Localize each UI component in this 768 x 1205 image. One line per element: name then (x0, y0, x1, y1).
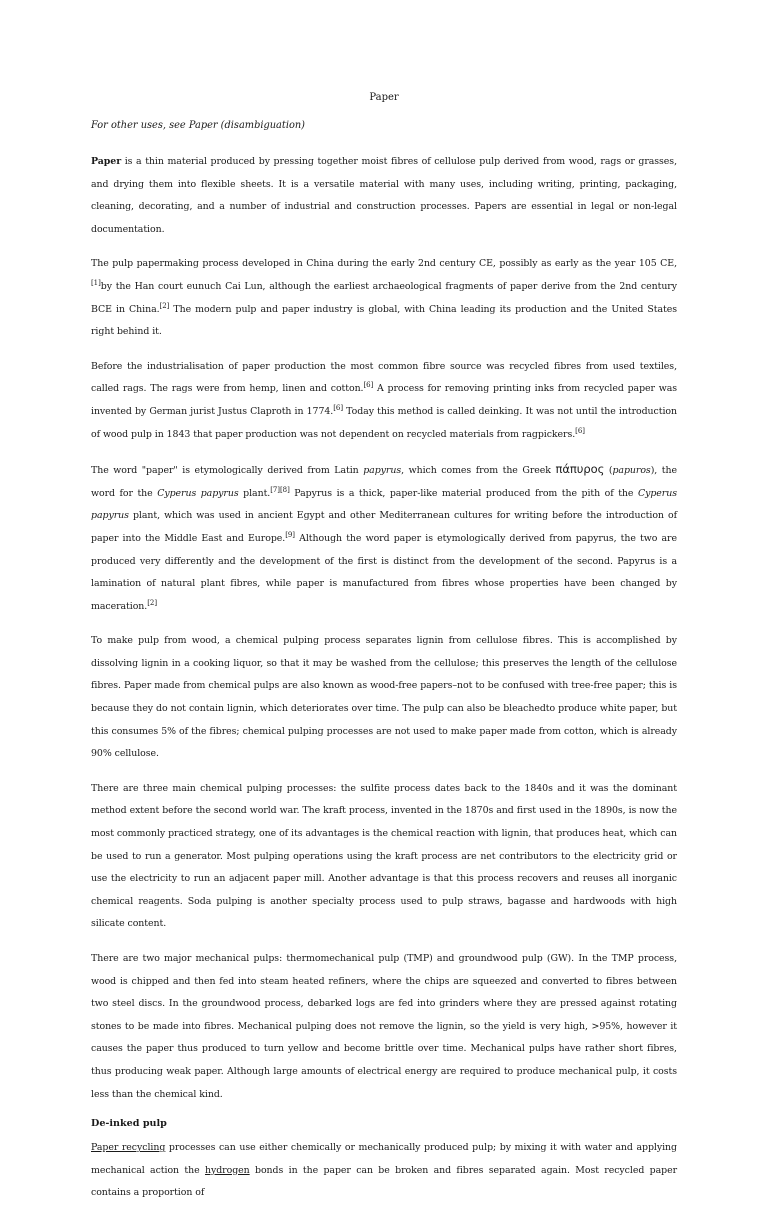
term-paper: Paper (91, 156, 122, 167)
paragraph-history: The pulp papermaking process developed in China during the early 2nd century CE, possibly as early as the year 105 CE,[1]by the Han court eunuch Cai Lun, although the earliest archaeological fragments of paper derive from the 2nd century BCE in China.[2] The modern pulp and paper industry is global, with China leading its production and the United States right behind it. (91, 258, 677, 338)
paragraph-intro: Paper is a thin material produced by pressing together moist fibres of cellulose pulp derived from wood, rags or grasses, and drying them into flexible sheets. It is a versatile material with many uses, including writing, printing, packaging, cleaning, decorating, and a number of industrial and construction processes. Papers are essential in legal or non-legal documentation. (91, 156, 677, 235)
citation[interactable]: [6] (333, 403, 343, 412)
citation[interactable]: [9] (285, 530, 295, 539)
hatnote: For other uses, see Paper (disambiguation) (91, 120, 305, 131)
section-heading-deinked-pulp: De-inked pulp (91, 1118, 167, 1130)
link-paper-recycling[interactable]: Paper recycling (91, 1142, 166, 1154)
citation[interactable]: [7][8] (270, 485, 290, 494)
page-title: Paper (369, 92, 399, 103)
citation[interactable]: [6] (363, 381, 374, 390)
greek-word: πάπυρος (555, 462, 605, 477)
paragraph-mechanical-pulp: There are two major mechanical pulps: thermomechanical pulp (TMP) and groundwood pulp (GW). In the TMP process, wood is chipped and then fed into steam heated refiners, where the chips are squeezed and converted to fibres between two steel discs. In the groundwood process, debarked logs are fed into grinders where they are pressed against rotating stones to be made into fibres. Mechanical pulping does not remove the lignin, so the yield is very high, >95%, however it causes the paper thus produced to turn yellow and become brittle over time. Mechanical pulps have rather short fibres, thus producing weak paper. Although large amounts of electrical energy are required to produce mechanical pulp, it costs less than the chemical kind. (91, 953, 677, 1100)
paragraph-chemical-pulp: To make pulp from wood, a chemical pulping process separates lignin from cellulose fibres. This is accomplished by dissolving lignin in a cooking liquor, so that it may be washed from the cellulose; this preserves the length of the cellulose fibres. Paper made from chemical pulps are also known as wood-free papers–not to be confused with tree-free paper; this is because they do not contain lignin, which deteriorates over time. The pulp can also be bleachedto produce white paper, but this consumes 5% of the fibres; chemical pulping processes are not used to make paper made from cotton, which is already 90% cellulose. (91, 635, 677, 760)
citation[interactable]: [6] (575, 426, 585, 435)
paragraph-pulping-processes: There are three main chemical pulping processes: the sulfite process dates back to the 1840s and it was the dominant method extent before the second world war. The kraft process, invented in the 1870s and first used in the 1890s, is now the most commonly practiced strategy, one of its advantages is the chemical reaction with lignin, that produces heat, which can be used to run a generator. Most pulping operations using the kraft process are net contributors to the electricity grid or use the electricity to run an adjacent paper mill. Another advantage is that this process recovers and reuses all inorganic chemical reagents. Soda pulping is another specialty process used to pulp straws, bagasse and hardwoods with high silicate content. (91, 782, 677, 930)
citation[interactable]: [2] (159, 301, 170, 310)
paragraph-etymology: The word "paper" is etymologically derived from Latin papyrus, which comes from the Greek πάπυρος (papuros), the word for the Cyperus papyrus plant.[7][8] Papyrus is a thick, paper-like material produced from the pith of the Cyperus papyrus plant, which was used in ancient Egypt and other Mediterranean cultures for writing before the introduction of paper into the Middle East and Europe.[9] Although the word paper is etymologically derived from papyrus, the two are produced very differently and the development of the first is distinct from the development of the second. Papyrus is a lamination of natural plant fibres, while paper is manufactured from fibres whose properties have been changed by maceration.[2] (91, 462, 678, 612)
paragraph-rags: Before the industrialisation of paper production the most common fibre source was recycled fibres from used textiles, called rags. The rags were from hemp, linen and cotton.[6] A process for removing printing inks from recycled paper was invented by German jurist Justus Claproth in 1774.[6] Today this method is called deinking. It was not until the introduction of wood pulp in 1843 that paper production was not dependent on recycled materials from ragpickers.[6] (91, 360, 677, 440)
paragraph-deinked: Paper recycling processes can use either chemically or mechanically produced pulp; by mixing it with water and applying mechanical action the hydrogen bonds in the paper can be broken and fibres separated again. Most recycled paper contains a proportion of (91, 1142, 678, 1199)
citation[interactable]: [2] (147, 598, 157, 607)
citation[interactable]: [1] (91, 278, 101, 287)
link-hydrogen[interactable]: hydrogen (204, 1164, 250, 1176)
